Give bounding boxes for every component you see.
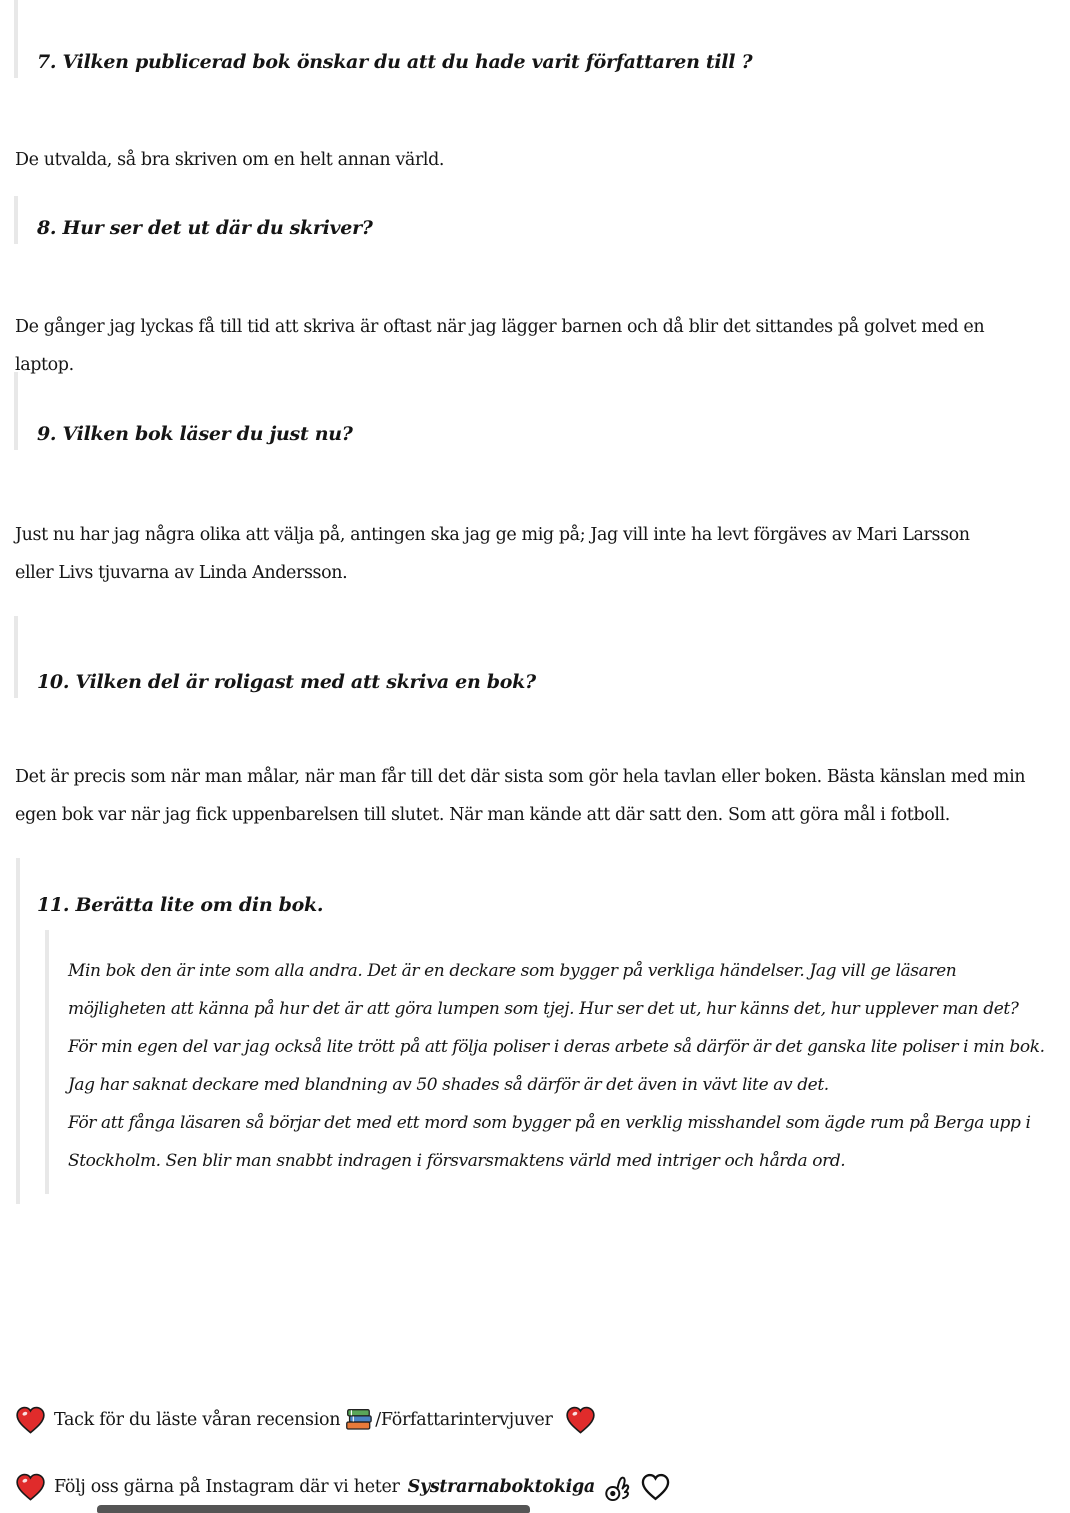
question-block-10: [14, 616, 536, 698]
books-icon: [343, 1405, 373, 1435]
ok-hand-icon: [603, 1471, 631, 1503]
footer-follow-line: [15, 1469, 671, 1505]
thanks-text: Tack för du läste våran recension: [54, 1410, 341, 1430]
answer-paragraph-10: Det är precis som när man målar, när man får till det där sista som gör hela tavlan eller boken. Bästa känslan med min egen bok var när jag fick uppenbarelsen till slutet. När man kände att där satt den. Som att göra mål i fotboll.: [15, 767, 1026, 825]
question-label: 11. Berätta lite om din bok.: [37, 894, 324, 916]
instagram-handle: Systrarnaboktokiga: [407, 1477, 595, 1497]
answer-paragraph-11: För att fånga läsaren så börjar det med ett mord som bygger på en verklig misshandel som ägde rum på Berga upp i Stockholm. Sen blir man snabbt indragen i försvarsmaktens värld med intriger och hårda ord.: [68, 1113, 1031, 1171]
category-text: /Författarintervjuver: [375, 1410, 553, 1430]
footer-thanks-line: [15, 1402, 604, 1438]
answer-paragraph-11: Min bok den är inte som alla andra. Det är en deckare som bygger på verkliga händelser. Jag vill ge läsaren möjligheten att känna på hur det är att göra lumpen som tjej. Hur ser det ut, hur känns det, hur upplever man det?: [68, 961, 1019, 1019]
red-heart-icon: [565, 1405, 596, 1435]
answer-paragraph-9: Just nu har jag några olika att välja på, antingen ska jag ge mig på; Jag vill inte ha levt förgäves av Mari Larsson eller Livs tjuvarna av Linda Andersson.: [15, 525, 970, 583]
answer-paragraph-7: De utvalda, så bra skriven om en helt annan värld.: [15, 150, 445, 170]
answer-paragraph-8: De gånger jag lyckas få till tid att skriva är oftast när jag lägger barnen och då blir det sittandes på golvet med en laptop.: [15, 317, 985, 375]
horizontal-scrollbar-thumb[interactable]: [97, 1505, 530, 1513]
question-label: 7. Vilken publicerad bok önskar du att du hade varit författaren till ?: [37, 51, 753, 73]
question-block-8: [14, 196, 373, 244]
follow-text: Följ oss gärna på Instagram där vi heter: [54, 1477, 400, 1497]
heart-outline-icon: [640, 1472, 671, 1502]
question-label: 9. Vilken bok läser du just nu?: [37, 423, 353, 445]
question-label: 8. Hur ser det ut där du skriver?: [37, 217, 373, 239]
book-description-blockquote: [45, 930, 1062, 1194]
question-block-7: [14, 0, 752, 78]
red-heart-icon: [15, 1405, 46, 1435]
answer-paragraph-11: För min egen del var jag också lite trött på att följa poliser i deras arbete så därför är det ganska lite poliser i min bok.: [68, 1037, 1045, 1057]
question-label: 10. Vilken del är roligast med att skriva en bok?: [37, 671, 536, 693]
answer-paragraph-11: Jag har saknat deckare med blandning av 50 shades så därför är det även in vävt lite av det.: [68, 1075, 829, 1095]
question-block-11: [16, 858, 1062, 1204]
red-heart-icon: [15, 1472, 46, 1502]
question-block-9: [14, 372, 353, 450]
